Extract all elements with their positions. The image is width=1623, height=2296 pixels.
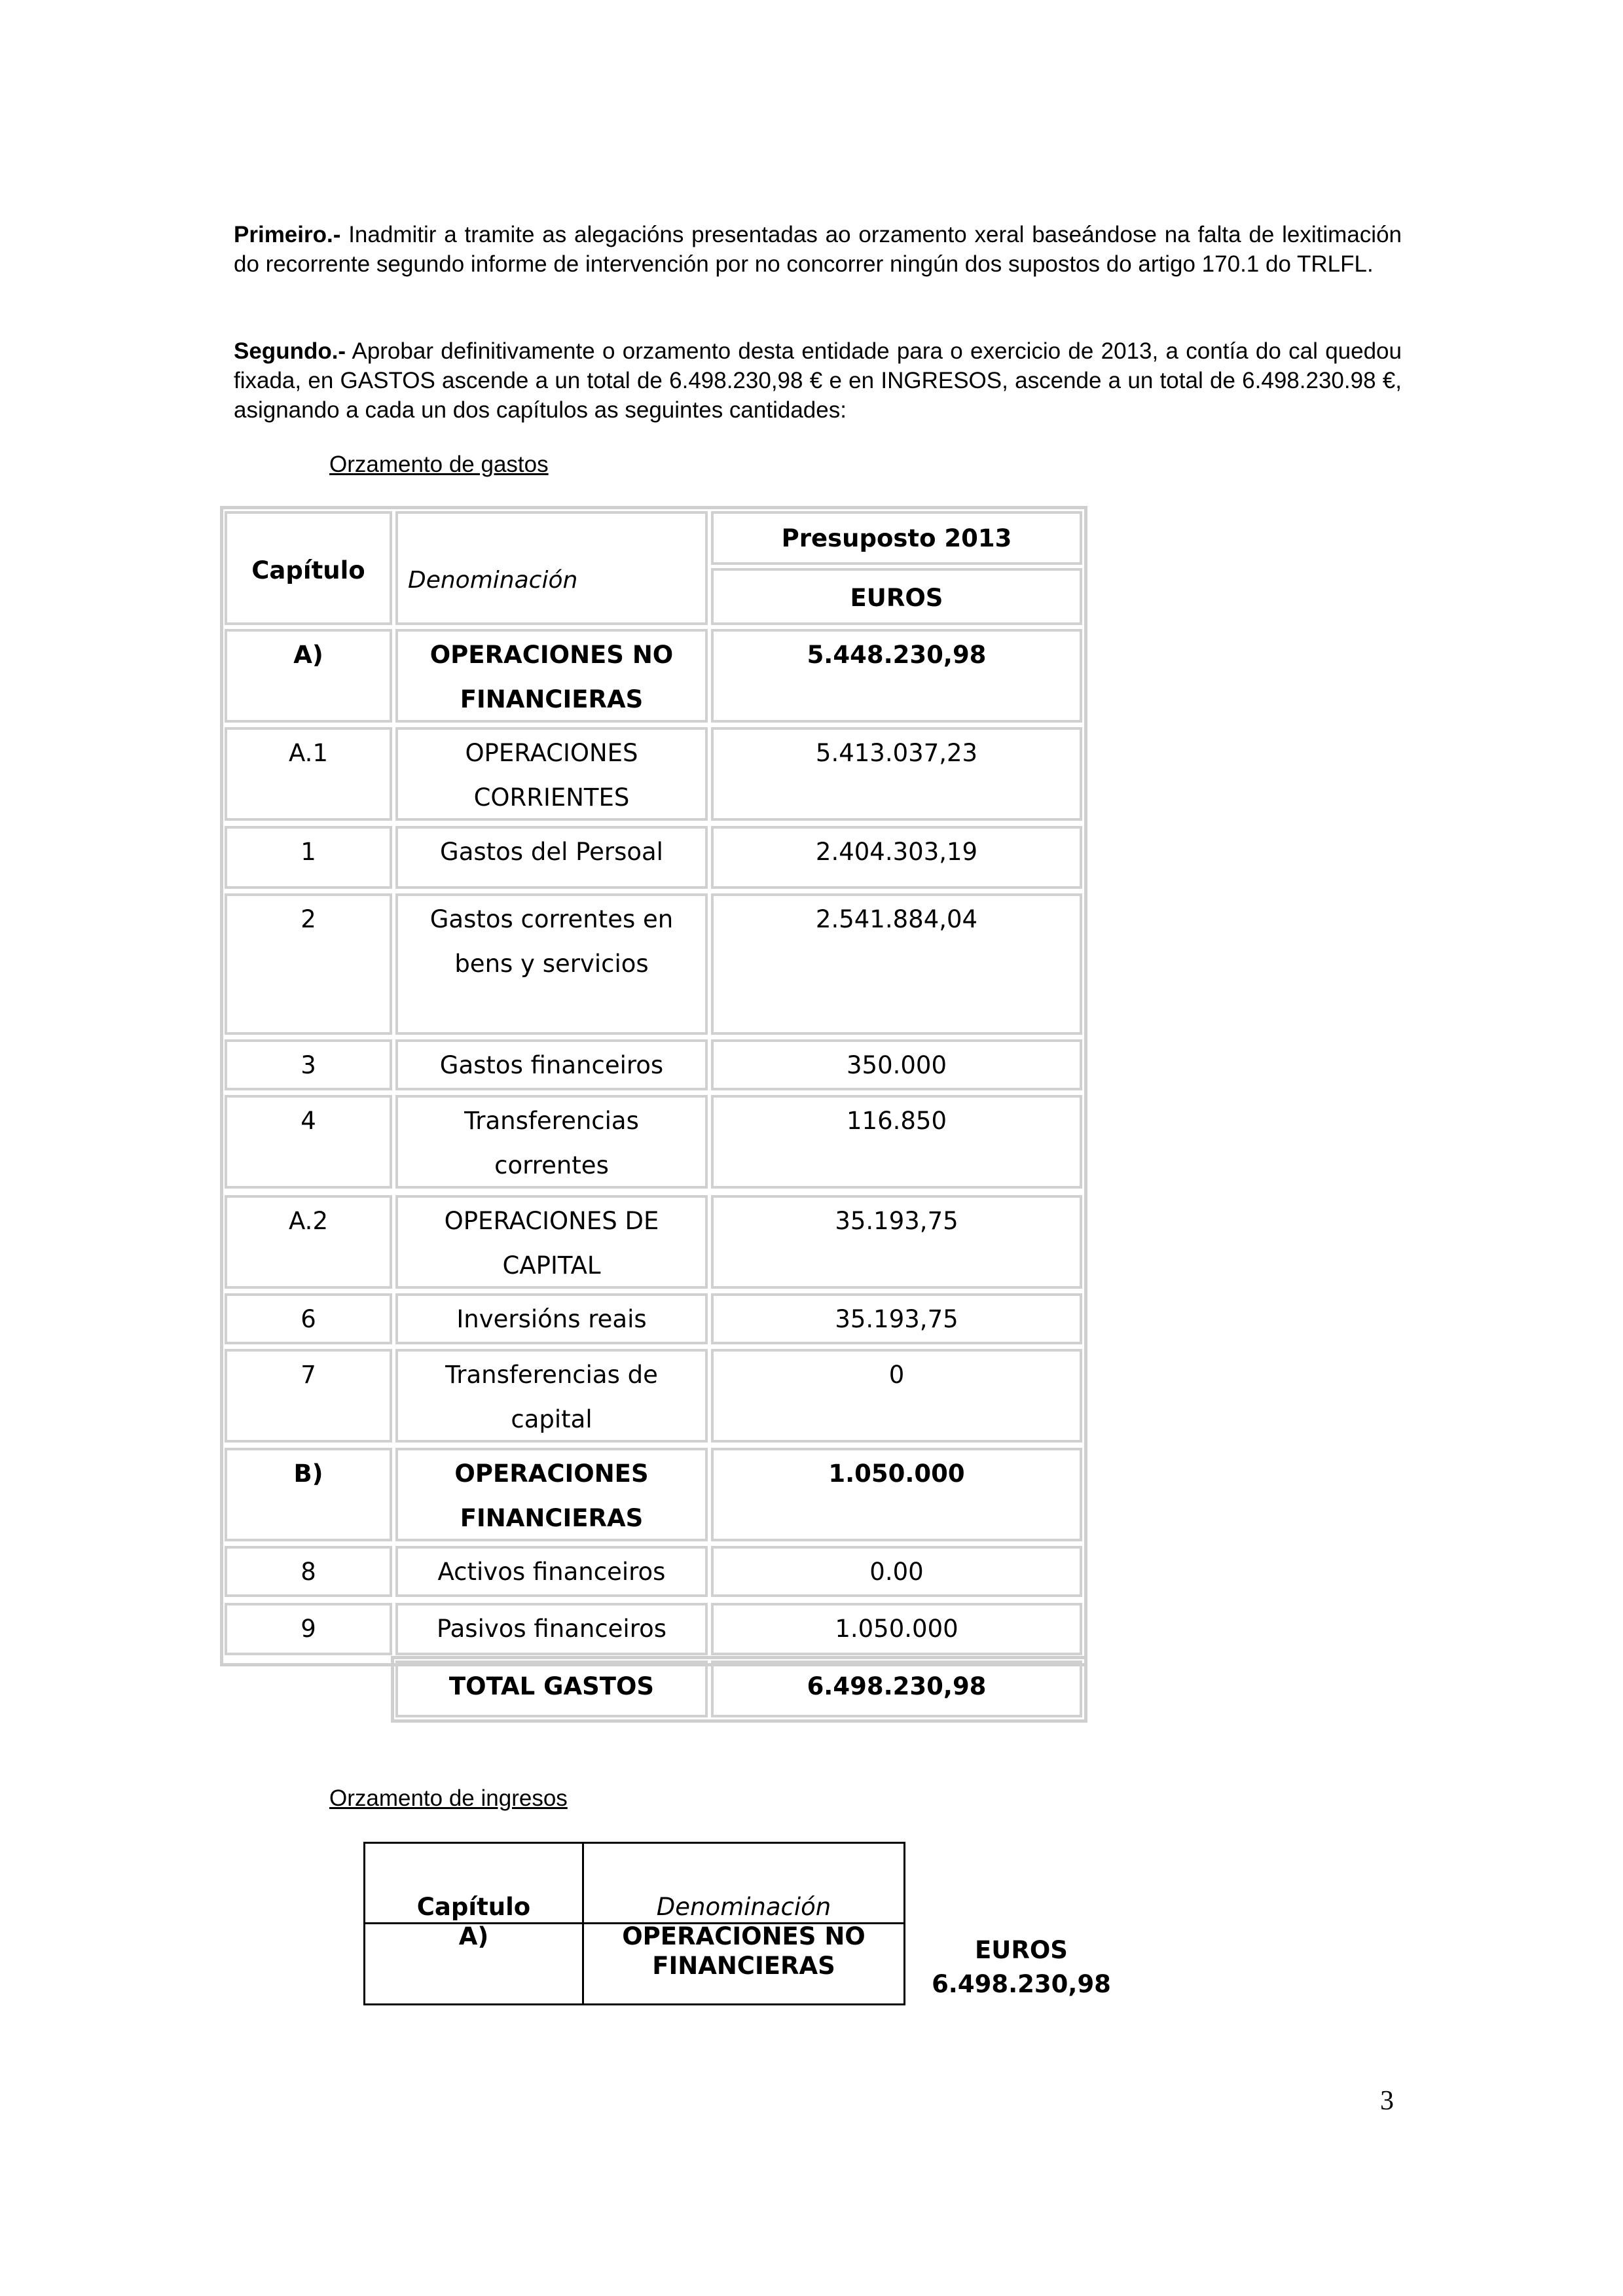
- row-value: 116.850: [711, 1095, 1082, 1189]
- row-value: 0.00: [711, 1546, 1082, 1597]
- row-capitulo: 6: [225, 1293, 392, 1344]
- paragraph-segundo: [234, 336, 1402, 425]
- row-capitulo: B): [225, 1448, 392, 1541]
- row-denominacion-line2: FINANCIERAS: [460, 1504, 644, 1532]
- row-value: 350.000: [711, 1039, 1082, 1090]
- header-capitulo: Capítulo: [225, 511, 392, 625]
- row-value: 2.404.303,19: [711, 826, 1082, 889]
- row-denominacion: [395, 1349, 708, 1443]
- row-denominacion: [395, 1039, 708, 1090]
- row-capitulo: 4: [225, 1095, 392, 1189]
- row-capitulo: 2: [225, 893, 392, 1035]
- row-denominacion-line1: Activos financeiros: [437, 1558, 666, 1586]
- row-denominacion-line1: OPERACIONES: [454, 1460, 649, 1488]
- row-denominacion: [395, 1546, 708, 1597]
- primeiro-label: Primeiro.-: [234, 222, 341, 247]
- header-presuposto: Presuposto 2013: [711, 511, 1082, 565]
- header-denominacion: Denominación: [395, 511, 708, 625]
- row-denominacion-line1: Gastos financeiros: [439, 1051, 664, 1079]
- gastos-caption: Orzamento de gastos: [329, 452, 549, 477]
- row-value: 2.541.884,04: [711, 893, 1082, 1035]
- row-denominacion: [395, 1448, 708, 1541]
- primeiro-text: Inadmitir a tramite as alegacións presentadas ao orzamento xeral baseándose na falta de lexitimación do recorrente segundo informe de intervención por no concorrer ningún dos supostos do artigo 170.1 do TRLFL.: [234, 222, 1402, 277]
- row-denominacion-line1: Transferencias: [464, 1107, 639, 1135]
- row-value: 0: [711, 1349, 1082, 1443]
- row-denominacion-line1: Gastos del Persoal: [440, 838, 663, 866]
- row-value: 5.413.037,23: [711, 727, 1082, 821]
- total-gastos-label: TOTAL GASTOS: [395, 1660, 708, 1717]
- ingresos-header-capitulo: Capítulo: [416, 1893, 531, 1921]
- row-denominacion: [395, 1095, 708, 1189]
- row-denominacion-line1: OPERACIONES NO: [429, 641, 674, 669]
- row-denominacion: [395, 1195, 708, 1289]
- ingresos-table: [363, 1842, 905, 2005]
- row-denominacion-line2: capital: [511, 1405, 593, 1433]
- row-capitulo: A.1: [225, 727, 392, 821]
- row-capitulo: 9: [225, 1603, 392, 1655]
- row-capitulo: 3: [225, 1039, 392, 1090]
- row-denominacion-line1: OPERACIONES: [465, 739, 638, 767]
- row-capitulo: 8: [225, 1546, 392, 1597]
- row-value: 5.448.230,98: [711, 629, 1082, 723]
- segundo-text: Aprobar definitivamente o orzamento desta entidade para o exercicio de 2013, a contía do cal quedou fixada, en GASTOS ascende a un total de 6.498.230,98 € e en INGRESOS, ascende a un total de 6.498.230.98 €, asignando a cada un dos capítulos as seguintes cantidades:: [234, 338, 1402, 423]
- row-value: 1.050.000: [711, 1448, 1082, 1541]
- row-capitulo: A): [225, 629, 392, 723]
- ingresos-euros-label: EUROS: [975, 1936, 1068, 1964]
- row-denominacion: [395, 629, 708, 723]
- row-denominacion-line2: bens y servicios: [454, 950, 649, 978]
- row-denominacion: [395, 826, 708, 889]
- row-denominacion: [395, 727, 708, 821]
- ingresos-caption: Orzamento de ingresos: [329, 1785, 568, 1811]
- row-denominacion-line1: Transferencias de: [445, 1361, 658, 1389]
- ingresos-row-capitulo: A): [458, 1922, 489, 1950]
- row-value: 1.050.000: [711, 1603, 1082, 1655]
- page-number: 3: [1380, 2086, 1394, 2116]
- row-denominacion-line1: Gastos correntes en: [429, 905, 674, 933]
- row-denominacion: [395, 1603, 708, 1655]
- row-denominacion-line1: Inversións reais: [456, 1305, 647, 1333]
- total-gastos-value: 6.498.230,98: [711, 1660, 1082, 1717]
- ingresos-euros-value: 6.498.230,98: [932, 1970, 1111, 1998]
- row-denominacion: [395, 1293, 708, 1344]
- row-denominacion-line1: Pasivos financeiros: [436, 1615, 667, 1643]
- row-denominacion-line2: correntes: [494, 1151, 609, 1179]
- row-denominacion-line2: FINANCIERAS: [460, 685, 644, 713]
- paragraph-primeiro: [234, 220, 1402, 279]
- ingresos-row-den-line2: FINANCIERAS: [652, 1952, 835, 1980]
- row-denominacion-line2: CAPITAL: [502, 1251, 601, 1280]
- row-capitulo: 7: [225, 1349, 392, 1443]
- row-capitulo: 1: [225, 826, 392, 889]
- ingresos-row-den-line1: OPERACIONES NO: [622, 1922, 866, 1950]
- row-value: 35.193,75: [711, 1195, 1082, 1289]
- ingresos-header-denominacion: Denominación: [656, 1893, 831, 1921]
- header-euros: EUROS: [711, 568, 1082, 625]
- segundo-label: Segundo.-: [234, 338, 346, 364]
- row-denominacion-line2: CORRIENTES: [473, 783, 630, 812]
- row-denominacion-line1: OPERACIONES DE: [444, 1207, 659, 1235]
- row-denominacion: [395, 893, 708, 1035]
- row-capitulo: A.2: [225, 1195, 392, 1289]
- row-value: 35.193,75: [711, 1293, 1082, 1344]
